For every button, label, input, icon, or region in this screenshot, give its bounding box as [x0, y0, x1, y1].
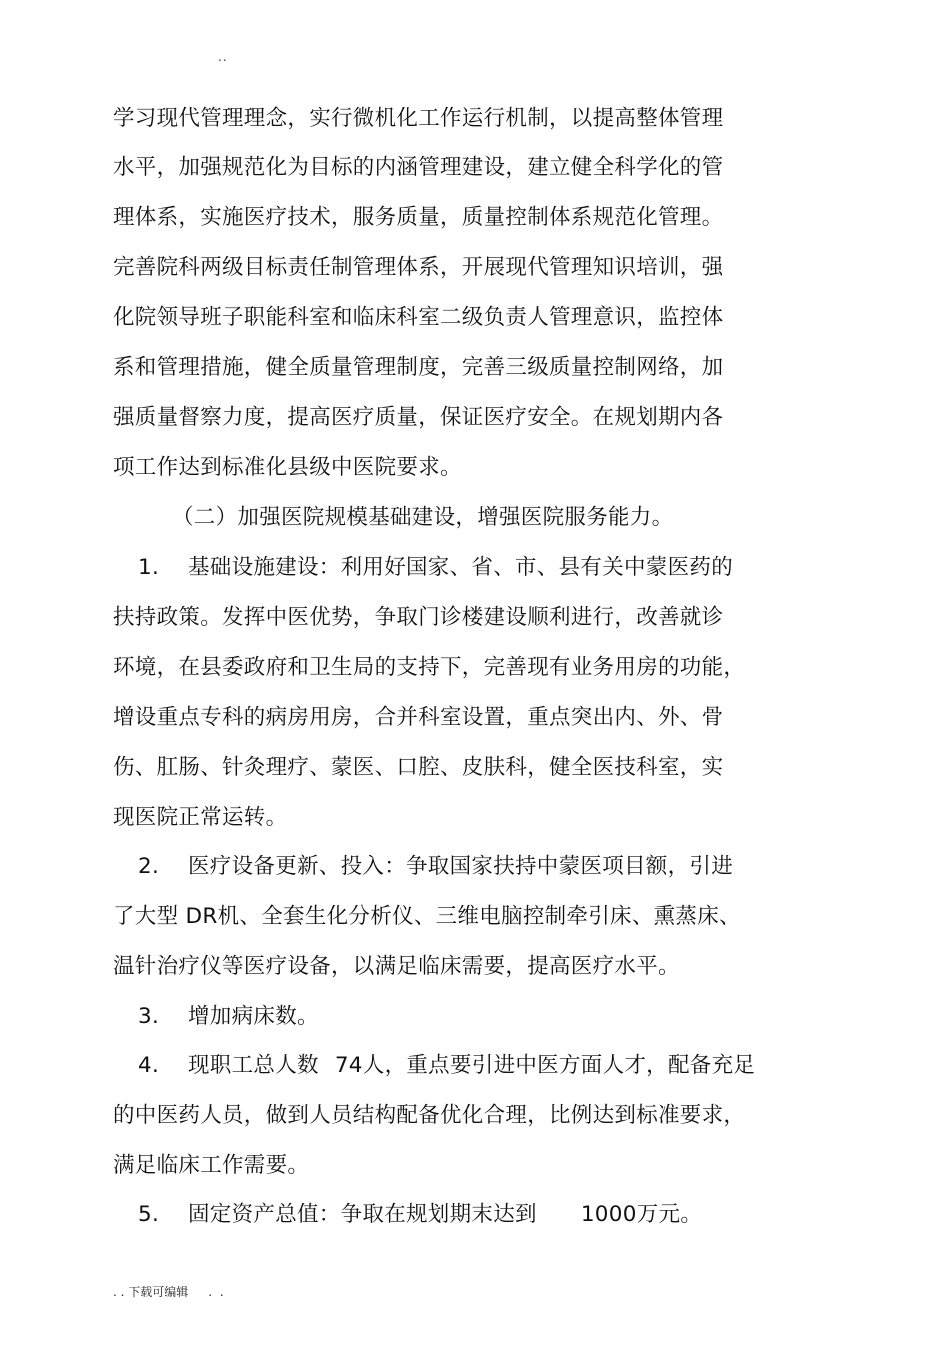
- footer-label: . . 下载可编辑: [113, 1285, 189, 1299]
- paragraph-line: 化院领导班子职能科室和临床科室二级负责人管理意识，监控体: [113, 305, 724, 330]
- paragraph-line: 系和管理措施，健全质量管理制度，完善三级质量控制网络，加: [113, 355, 724, 380]
- list-text: 增加病床数。: [188, 1004, 319, 1029]
- list-item-3: [138, 1002, 319, 1032]
- paragraph-line: 增设重点专科的病房用房，合并科室设置，重点突出内、外、骨: [113, 705, 724, 730]
- list-text: 现职工总人数: [188, 1053, 319, 1078]
- list-item-2: [138, 852, 733, 882]
- list-text-continued: 74人，重点要引进中医方面人才，配备充足: [334, 1053, 756, 1078]
- paragraph-line: 学习现代管理理念，实行微机化工作运行机制，以提高整体管理: [113, 106, 724, 131]
- list-number: 4.: [138, 1053, 160, 1078]
- list-text: 医疗设备更新、投入：争取国家扶持中蒙医项目额，引进: [188, 854, 734, 879]
- list-number: 5.: [138, 1202, 160, 1227]
- list-number: 1.: [138, 555, 160, 580]
- list-text: 固定资产总值：争取在规划期末达到: [188, 1202, 537, 1227]
- list-text: 基础设施建设：利用好国家、省、市、县有关中蒙医药的: [188, 555, 734, 580]
- paragraph-line: 的中医药人员，做到人员结构配备优化合理，比例达到标准要求，: [113, 1103, 746, 1128]
- paragraph-line: 完善院科两级目标责任制管理体系，开展现代管理知识培训，强: [113, 255, 724, 280]
- footer: [113, 1283, 226, 1300]
- list-number: 3.: [138, 1004, 160, 1029]
- list-number: 2.: [138, 854, 160, 879]
- list-item-5: [138, 1200, 702, 1230]
- paragraph-line: 水平，加强规范化为目标的内涵管理建设，建立健全科学化的管: [113, 155, 724, 180]
- paragraph-line: 满足临床工作需要。: [113, 1153, 310, 1178]
- list-item-1: [138, 553, 733, 583]
- paragraph-line: 伤、肛肠、针灸理疗、蒙医、口腔、皮肤科，健全医技科室，实: [113, 755, 724, 780]
- list-text-continued: 1000万元。: [580, 1202, 703, 1227]
- paragraph-line: 强质量督察力度，提高医疗质量，保证医疗安全。在规划期内各: [113, 405, 724, 430]
- section-heading: （二）加强医院规模基础建设，增强医院服务能力。: [172, 505, 674, 530]
- header-dots: ..: [218, 50, 228, 64]
- paragraph-line: 环境，在县委政府和卫生局的支持下，完善现有业务用房的功能，: [113, 655, 746, 680]
- list-item-4: [138, 1051, 755, 1081]
- paragraph-line: 温针治疗仪等医疗设备，以满足临床需要，提高医疗水平。: [113, 954, 680, 979]
- paragraph-line: 现医院正常运转。: [113, 805, 288, 830]
- paragraph-line: 了大型 DR机、全套生化分析仪、三维电脑控制牵引床、熏蒸床、: [113, 904, 741, 929]
- paragraph-line: 扶持政策。发挥中医优势，争取门诊楼建设顺利进行，改善就诊: [113, 605, 724, 630]
- paragraph-line: 理体系，实施医疗技术，服务质量，质量控制体系规范化管理。: [113, 205, 724, 230]
- paragraph-line: 项工作达到标准化县级中医院要求。: [113, 455, 462, 480]
- footer-dots: . .: [208, 1285, 226, 1299]
